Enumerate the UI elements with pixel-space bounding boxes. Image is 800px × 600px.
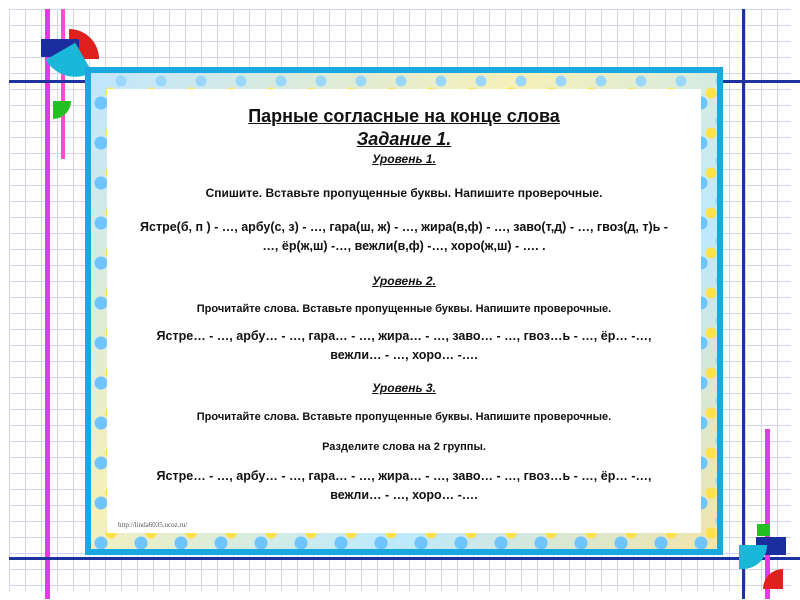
slide-card — [85, 67, 723, 555]
decorative-pink-line — [45, 9, 50, 599]
level-3-heading: Уровень 3. — [372, 381, 436, 395]
slide-text — [108, 90, 700, 505]
decorative-blue-line-right — [742, 9, 745, 599]
level-1-words: Ястре(б, п ) - …, арбу(с, з) - …, гара(ш, ж) - …, жира(в,ф) - …, заво(т,д) - …, гвоз(д, т)ь - …, ёр(ж,ш) -…, вежли(в,ф) -…, хоро(ж,ш) - …. . — [140, 220, 668, 253]
slide-title: Парные согласные на конце слова — [248, 106, 560, 126]
decorative-pink-line-short — [61, 9, 65, 159]
level-3-instruction: Прочитайте слова. Вставьте пропущенные буквы. Напишите проверочные. — [196, 411, 612, 423]
level-2-words: Ястре… - …, арбу… - …, гара… - …, жира… - …, заво… - …, гвоз…ь - …, ёр… -…, вежли… - …, хоро… -…. — [156, 329, 652, 362]
level-3-extra-instruction: Разделите слова на 2 группы. — [322, 441, 486, 453]
watermark-url: http://linda6035.ucoz.ru/ — [118, 521, 188, 529]
slide-content-area — [107, 89, 701, 533]
task-heading: Задание 1. — [356, 129, 452, 149]
level-2-heading: Уровень 2. — [372, 274, 436, 288]
decorative-green-shape-right — [757, 524, 769, 536]
level-2-instruction: Прочитайте слова. Вставьте пропущенные буквы. Напишите проверочные. — [196, 303, 612, 315]
level-1-heading: Уровень 1. — [372, 152, 436, 166]
level-3-words: Ястре… - …, арбу… - …, гара… - …, жира… - …, заво… - …, гвоз…ь - …, ёр… -…, вежли… - …, хоро… -…. — [156, 469, 652, 502]
level-1-instruction: Спишите. Вставьте пропущенные буквы. Напишите проверочные. — [205, 186, 603, 200]
decorative-blue-line-bottom — [9, 557, 800, 560]
